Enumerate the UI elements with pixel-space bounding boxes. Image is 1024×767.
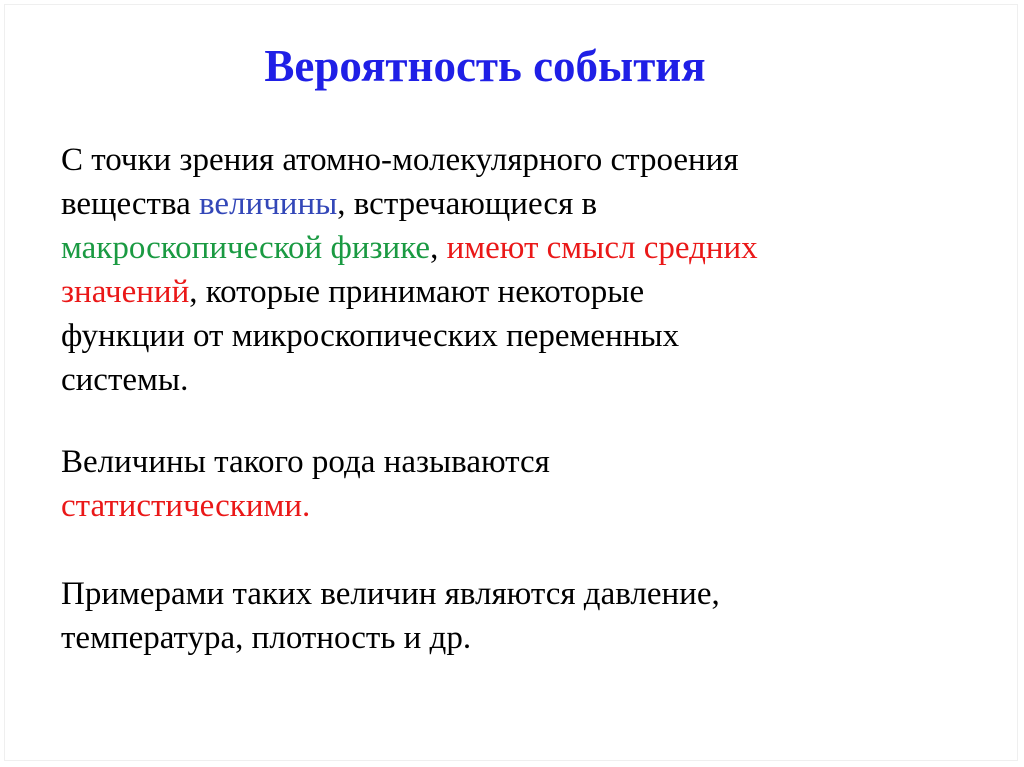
text-segment: вещества (61, 186, 200, 222)
paragraph2-line2 (61, 484, 961, 528)
slide-title: Вероятность события (264, 41, 706, 91)
paragraph3-line2: температура, плотность и др. (61, 620, 472, 656)
term-quantities: величины (199, 186, 338, 222)
paragraph1-line5: функции от микроскопических переменных (61, 318, 680, 354)
text-segment: , (430, 230, 447, 266)
term-macroscopic-physics: макроскопической физике (61, 230, 431, 266)
paragraph3-line1: Примерами таких величин являются давление, (61, 576, 720, 612)
paragraph-statistical-quantities (61, 440, 961, 528)
text-segment: . (302, 488, 311, 524)
paragraph2-line1: Величины такого рода называются (61, 444, 550, 480)
paragraph1-line2 (61, 182, 961, 226)
paragraph-examples (61, 572, 961, 660)
term-average-values: имеют смысл средних (446, 230, 758, 266)
text-segment: , встречающиеся в (337, 186, 598, 222)
paragraph1-line4 (61, 270, 961, 314)
paragraph1-line6: системы. (61, 362, 189, 398)
paragraph-macroscopic-quantities (61, 138, 961, 402)
term-statistical: статистическими (61, 488, 303, 524)
paragraph1-line1: С точки зрения атомно-молекулярного строения (61, 142, 739, 178)
paragraph1-line3 (61, 226, 961, 270)
text-segment: , которые принимают некоторые (189, 274, 645, 310)
term-values: значений (61, 274, 190, 310)
